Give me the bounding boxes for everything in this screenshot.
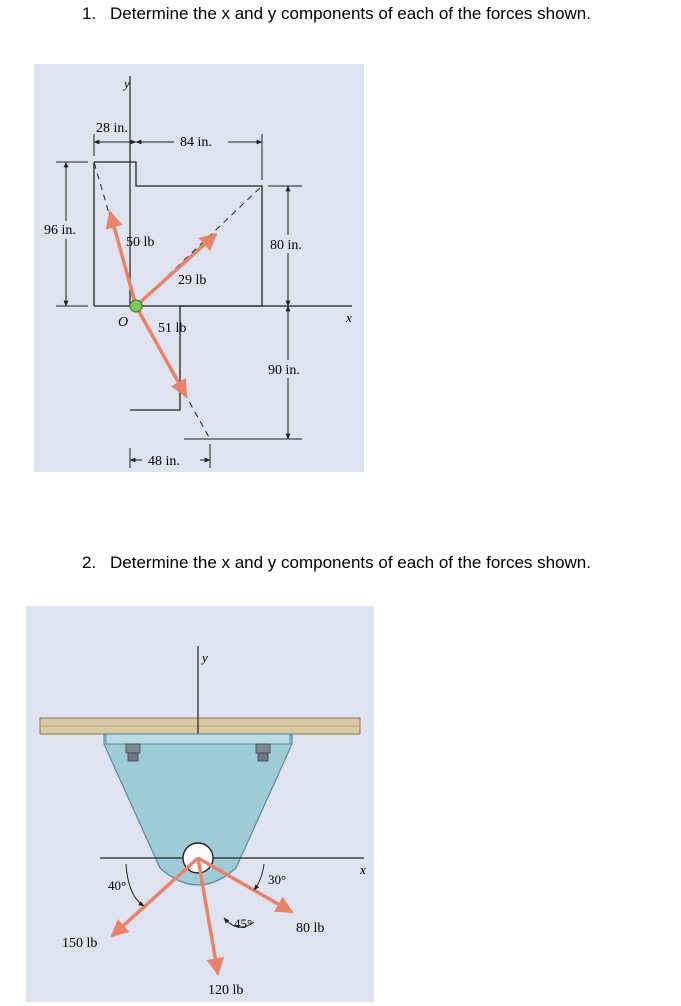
question-2 xyxy=(82,553,591,573)
force-150lb-label: 150 lb xyxy=(62,936,98,951)
force-29lb-label: 29 lb xyxy=(178,273,207,288)
y-axis-label: y xyxy=(124,76,130,91)
question-2-number: 2. xyxy=(82,553,97,572)
origin-label: O xyxy=(118,315,129,330)
y-axis-label: y xyxy=(202,650,208,665)
force-80lb-label: 80 lb xyxy=(296,921,325,936)
dim-80-label: 80 in. xyxy=(270,238,302,253)
dim-84-label: 84 in. xyxy=(180,135,212,150)
origin-point xyxy=(130,300,142,312)
figure-2 xyxy=(26,606,374,1002)
question-2-text: Determine the x and y components of each of the forces shown. xyxy=(110,553,591,572)
question-1 xyxy=(82,4,591,24)
figure-1 xyxy=(34,64,364,472)
dim-96-label: 96 in. xyxy=(44,223,76,238)
bolt-right xyxy=(256,744,270,761)
dim-90-label: 90 in. xyxy=(268,363,300,378)
angle-40-label: 40° xyxy=(108,878,127,893)
force-50lb-label: 50 lb xyxy=(126,235,155,250)
bracket-flange xyxy=(106,734,290,744)
figure-1-background xyxy=(34,64,364,472)
dim-48-label: 48 in. xyxy=(148,454,180,469)
angle-45-label: 45° xyxy=(234,916,253,931)
force-51lb-label: 51 lb xyxy=(158,321,187,336)
force-120lb-label: 120 lb xyxy=(208,983,244,998)
x-axis-label: x xyxy=(360,862,366,877)
angle-30-label: 30° xyxy=(268,872,287,887)
dim-28-label: 28 in. xyxy=(96,121,128,136)
question-1-number: 1. xyxy=(82,4,97,23)
bolt-left xyxy=(126,744,140,761)
x-axis-label: x xyxy=(346,310,352,325)
question-1-text: Determine the x and y components of each of the forces shown. xyxy=(110,4,591,23)
